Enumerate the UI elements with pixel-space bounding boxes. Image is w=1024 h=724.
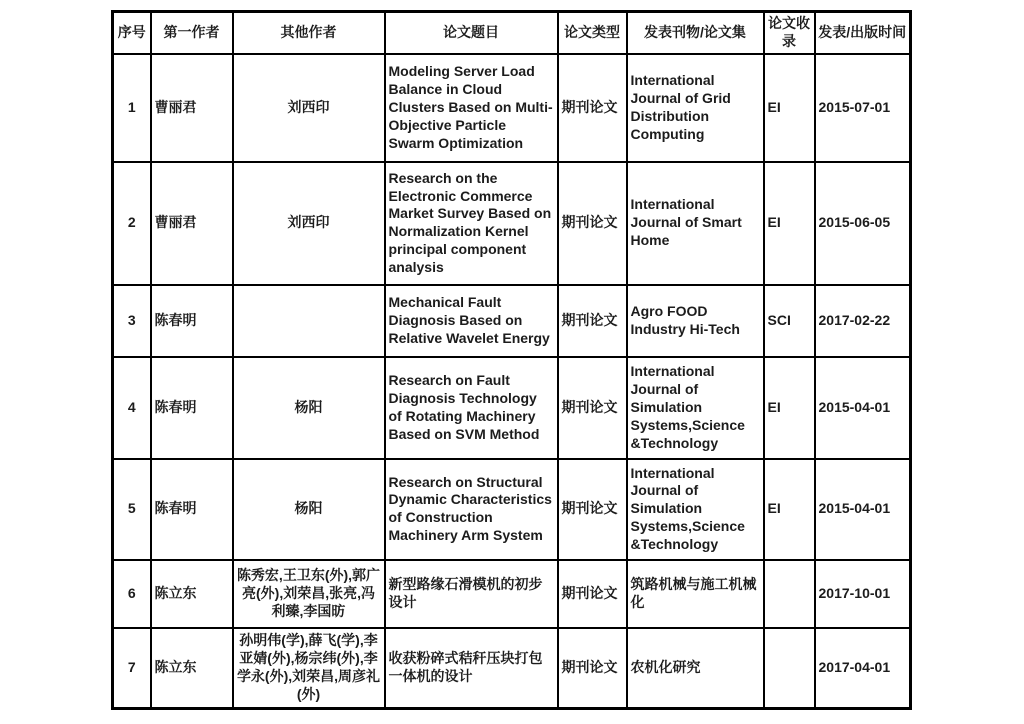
cell-other-authors: 刘西印 [233,54,385,162]
header-seq: 序号 [113,12,151,54]
publication-table-container [111,10,912,710]
cell-first-author: 陈立东 [151,628,233,709]
cell-journal: 筑路机械与施工机械化 [627,560,764,628]
table-row [113,285,911,357]
cell-type: 期刊论文 [558,162,627,285]
cell-seq: 1 [113,54,151,162]
table-row [113,560,911,628]
cell-date: 2015-04-01 [815,357,911,459]
cell-date: 2017-10-01 [815,560,911,628]
cell-date: 2015-06-05 [815,162,911,285]
table-row [113,162,911,285]
cell-title: Modeling Server Load Balance in Cloud Clusters Based on Multi-Objective Particle Swarm Optimization [385,54,558,162]
cell-seq: 5 [113,459,151,560]
table-row [113,628,911,709]
cell-first-author: 陈春明 [151,459,233,560]
cell-journal: International Journal of Simulation Systems,Science &Technology [627,357,764,459]
cell-date: 2015-04-01 [815,459,911,560]
cell-indexing: SCI [764,285,815,357]
header-other-authors: 其他作者 [233,12,385,54]
cell-date: 2017-02-22 [815,285,911,357]
cell-indexing: EI [764,357,815,459]
header-first-author: 第一作者 [151,12,233,54]
cell-first-author: 曹丽君 [151,162,233,285]
header-journal: 发表刊物/论文集 [627,12,764,54]
cell-type: 期刊论文 [558,285,627,357]
cell-title: 新型路缘石滑模机的初步设计 [385,560,558,628]
header-date: 发表/出版时间 [815,12,911,54]
cell-seq: 3 [113,285,151,357]
cell-indexing: EI [764,54,815,162]
cell-type: 期刊论文 [558,459,627,560]
cell-seq: 6 [113,560,151,628]
cell-indexing: EI [764,459,815,560]
cell-other-authors: 杨阳 [233,459,385,560]
header-title: 论文题目 [385,12,558,54]
cell-other-authors [233,285,385,357]
table-row [113,459,911,560]
cell-title: Research on the Electronic Commerce Market Survey Based on Normalization Kernel principal component analysis [385,162,558,285]
cell-first-author: 陈春明 [151,285,233,357]
cell-seq: 4 [113,357,151,459]
cell-indexing [764,560,815,628]
table-row [113,54,911,162]
cell-indexing: EI [764,162,815,285]
cell-journal: International Journal of Smart Home [627,162,764,285]
cell-first-author: 陈立东 [151,560,233,628]
cell-type: 期刊论文 [558,628,627,709]
header-indexing: 论文收录 [764,12,815,54]
publication-table [111,10,912,710]
cell-journal: Agro FOOD Industry Hi-Tech [627,285,764,357]
cell-title: Research on Fault Diagnosis Technology of Rotating Machinery Based on SVM Method [385,357,558,459]
cell-other-authors: 杨阳 [233,357,385,459]
cell-title: Research on Structural Dynamic Characteristics of Construction Machinery Arm System [385,459,558,560]
cell-title: 收获粉碎式秸秆压块打包一体机的设计 [385,628,558,709]
cell-type: 期刊论文 [558,357,627,459]
cell-other-authors: 孙明伟(学),薛飞(学),李亚婧(外),杨宗纬(外),李学永(外),刘荣昌,周彦礼(外) [233,628,385,709]
cell-other-authors: 刘西印 [233,162,385,285]
table-row [113,357,911,459]
cell-seq: 2 [113,162,151,285]
cell-seq: 7 [113,628,151,709]
cell-date: 2017-04-01 [815,628,911,709]
cell-indexing [764,628,815,709]
cell-first-author: 曹丽君 [151,54,233,162]
cell-type: 期刊论文 [558,560,627,628]
cell-other-authors: 陈秀宏,王卫东(外),郭广亮(外),刘荣昌,张亮,冯利臻,李国昉 [233,560,385,628]
cell-first-author: 陈春明 [151,357,233,459]
cell-journal: International Journal of Simulation Systems,Science &Technology [627,459,764,560]
cell-journal: International Journal of Grid Distribution Computing [627,54,764,162]
table-header-row [113,12,911,54]
cell-type: 期刊论文 [558,54,627,162]
cell-journal: 农机化研究 [627,628,764,709]
header-type: 论文类型 [558,12,627,54]
cell-title: Mechanical Fault Diagnosis Based on Relative Wavelet Energy [385,285,558,357]
cell-date: 2015-07-01 [815,54,911,162]
